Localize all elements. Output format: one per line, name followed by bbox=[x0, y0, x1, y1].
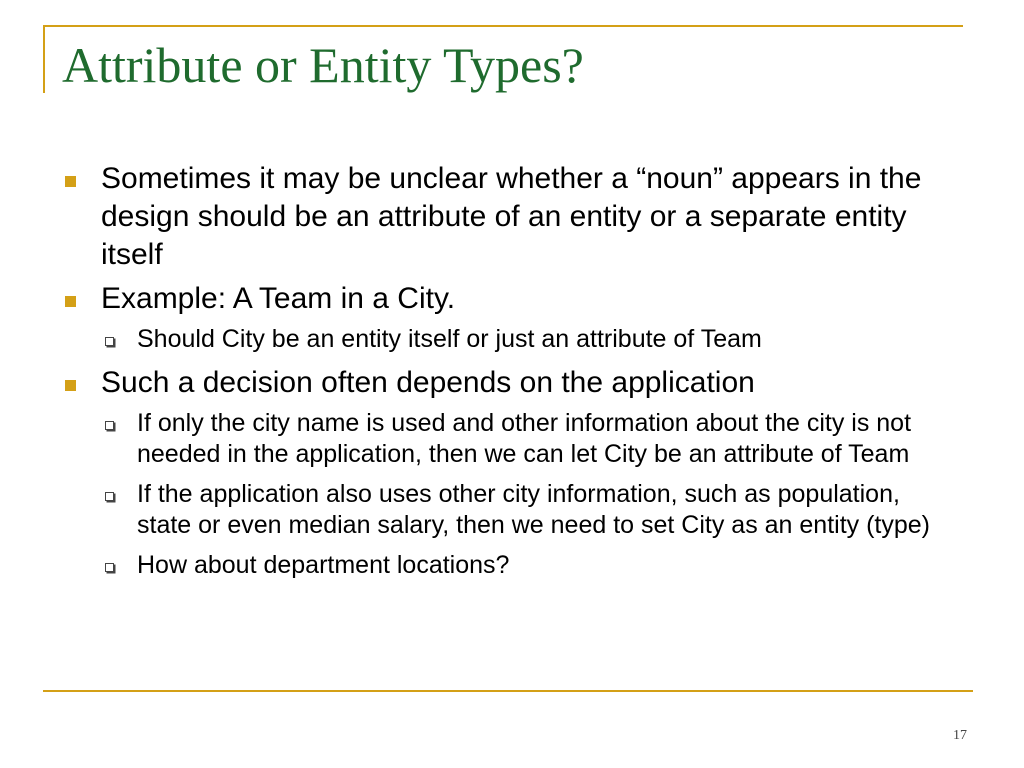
sub-bullet-item bbox=[60, 408, 960, 470]
page-number: 17 bbox=[953, 728, 967, 743]
hollow-square-bullet-icon bbox=[105, 421, 114, 430]
footer-divider bbox=[43, 690, 973, 692]
frame-left-line bbox=[43, 25, 45, 93]
slide-title: Attribute or Entity Types? bbox=[62, 37, 584, 93]
bullet-text: Example: A Team in a City. bbox=[101, 282, 456, 315]
sub-bullet-item bbox=[60, 550, 960, 581]
frame-top-line bbox=[43, 25, 963, 27]
bullet-text: Sometimes it may be unclear whether a “noun” appears in the design should be an attribute of an entity or a separate entity itself bbox=[101, 162, 922, 271]
filled-square-bullet-icon bbox=[65, 176, 76, 187]
hollow-square-bullet-icon bbox=[105, 563, 114, 572]
filled-square-bullet-icon bbox=[65, 296, 76, 307]
filled-square-bullet-icon bbox=[65, 380, 76, 391]
sub-bullet-item bbox=[60, 324, 960, 355]
bullet-item bbox=[60, 160, 960, 274]
hollow-square-bullet-icon bbox=[105, 492, 114, 501]
sub-bullet-text: If the application also uses other city information, such as population, state or even median salary, then we need to set City as an entity (type) bbox=[137, 480, 931, 539]
bullet-item bbox=[60, 280, 960, 318]
bullet-text: Such a decision often depends on the application bbox=[101, 366, 755, 399]
sub-bullet-text: How about department locations? bbox=[137, 551, 510, 579]
sub-bullet-text: Should City be an entity itself or just an attribute of Team bbox=[137, 325, 762, 353]
sub-bullet-item bbox=[60, 479, 960, 541]
bullet-item bbox=[60, 364, 960, 402]
sub-bullet-text: If only the city name is used and other information about the city is not needed in the application, then we can let City be an attribute of Team bbox=[137, 409, 912, 468]
slide-content bbox=[60, 160, 960, 590]
hollow-square-bullet-icon bbox=[105, 337, 114, 346]
